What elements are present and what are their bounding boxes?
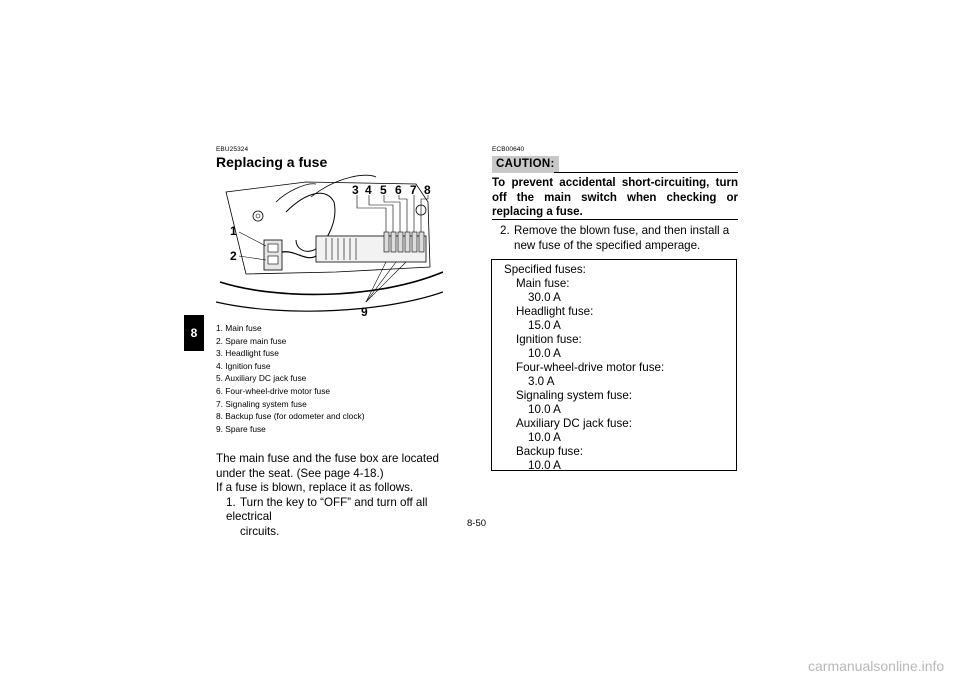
spec-item-value: 15.0 A	[528, 319, 561, 332]
step-1-text-line1: Turn the key to “OFF” and turn off all electrical	[226, 495, 428, 523]
caution-label: CAUTION:	[492, 156, 559, 173]
spec-item-value: 10.0 A	[528, 431, 561, 444]
caution-text: To prevent accidental short-circuiting, turn off the main switch when checking or replacing a fuse.	[492, 177, 738, 219]
step-1	[216, 496, 466, 540]
callout-9: 9	[361, 305, 368, 318]
legend-item: 2. Spare main fuse	[216, 335, 287, 346]
spec-item-name: Auxiliary DC jack fuse:	[516, 417, 632, 430]
caution-header	[492, 156, 738, 173]
fuse-box-illustration	[216, 172, 443, 318]
spec-item-name: Headlight fuse:	[516, 305, 594, 318]
step-2-text-line2: new fuse of the specified amperage.	[514, 238, 701, 252]
legend-item: 5. Auxiliary DC jack fuse	[216, 373, 307, 384]
spec-item-name: Ignition fuse:	[516, 333, 582, 346]
chapter-tab	[184, 315, 204, 351]
step-1-number: 1.	[226, 495, 236, 509]
legend-item: 8. Backup fuse (for odometer and clock)	[216, 411, 365, 422]
chapter-number: 8	[190, 326, 198, 340]
spec-item-value: 10.0 A	[528, 347, 561, 360]
step-2	[500, 224, 738, 253]
callout-3: 3	[352, 183, 359, 197]
left-body	[216, 452, 466, 539]
caution-code: ECB00640	[492, 146, 525, 153]
paragraph-intro: If a fuse is blown, replace it as follows.	[216, 481, 414, 494]
caution-rule	[554, 172, 738, 173]
spec-item-value: 30.0 A	[528, 291, 561, 304]
legend-item: 6. Four-wheel-drive motor fuse	[216, 385, 331, 396]
paragraph-location: The main fuse and the fuse box are located under the seat. (See page 4-18.)	[216, 452, 439, 480]
step-2-text-line1: Remove the blown fuse, and then install a	[514, 224, 730, 237]
caution-end-rule	[492, 219, 738, 220]
callout-7: 7	[410, 183, 417, 197]
section-title: Replacing a fuse	[216, 154, 328, 170]
figure-legend	[216, 322, 365, 435]
callout-2: 2	[230, 249, 237, 263]
step-1-text-line2: circuits.	[240, 524, 280, 538]
watermark: carmanualsonline.info	[808, 658, 945, 674]
spec-item-name: Backup fuse:	[516, 445, 584, 458]
legend-item: 9. Spare fuse	[216, 423, 266, 434]
spec-item-value: 3.0 A	[528, 375, 555, 388]
spec-item-value: 10.0 A	[528, 403, 561, 416]
spec-item-name: Signaling system fuse:	[516, 389, 632, 402]
callout-6: 6	[395, 183, 402, 197]
callout-5: 5	[380, 183, 387, 197]
specified-fuses-box	[491, 259, 737, 471]
legend-item: 7. Signaling system fuse	[216, 398, 307, 409]
spec-heading: Specified fuses:	[504, 263, 586, 276]
legend-item: 1. Main fuse	[216, 323, 262, 333]
page-number: 8-50	[467, 518, 487, 529]
legend-item: 4. Ignition fuse	[216, 360, 271, 371]
callout-4: 4	[365, 183, 372, 197]
legend-item: 3. Headlight fuse	[216, 348, 279, 359]
spec-item-name: Four-wheel-drive motor fuse:	[516, 361, 665, 374]
callout-1: 1	[230, 224, 237, 238]
callout-8: 8	[424, 183, 431, 197]
step-2-number: 2.	[500, 224, 510, 237]
section-code: EBU25324	[216, 146, 249, 153]
spec-item-value: 10.0 A	[528, 459, 561, 472]
spec-item-name: Main fuse:	[516, 277, 570, 290]
